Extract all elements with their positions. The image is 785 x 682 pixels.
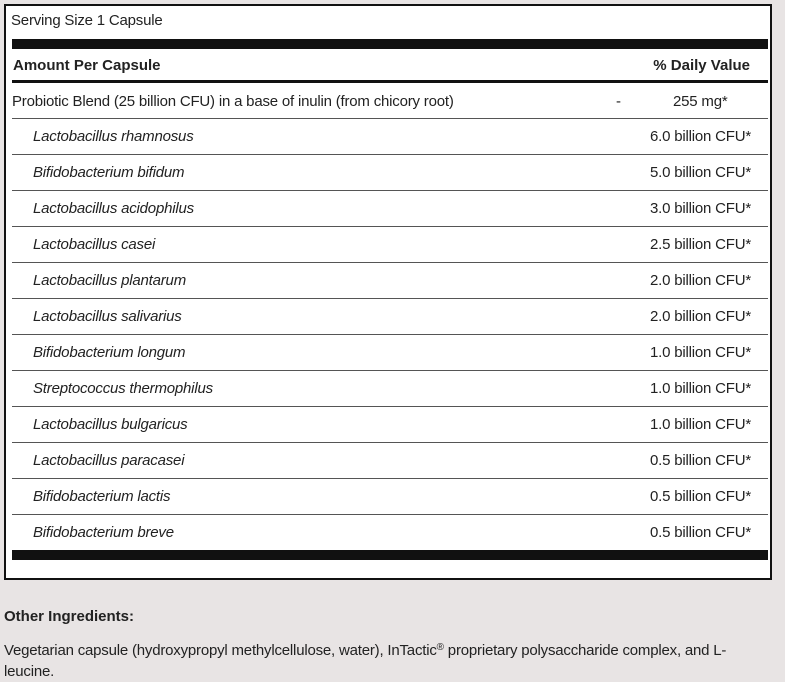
table-row: [12, 263, 768, 298]
strain-name: Lactobacillus plantarum: [33, 272, 186, 289]
table-row: [12, 479, 768, 514]
strain-name: Lactobacillus salivarius: [33, 308, 182, 325]
table-row: [12, 191, 768, 226]
blend-dash: -: [616, 93, 621, 110]
strain-name: Lactobacillus casei: [33, 236, 156, 253]
strain-name: Lactobacillus bulgaricus: [33, 416, 188, 433]
strain-amount: 0.5 billion CFU*: [649, 452, 751, 469]
strain-name: Lactobacillus rhamnosus: [33, 128, 194, 145]
table-row: [12, 515, 768, 550]
supplement-facts-panel: [4, 4, 772, 580]
other-ingredients-title: Other Ingredients:: [4, 608, 135, 625]
table-row: [12, 155, 768, 190]
other-ingredients-text: [4, 640, 774, 682]
table-header: [12, 49, 768, 77]
other-ingredients-text-after: proprietary polysaccharide complex, and L-leucine.: [4, 642, 727, 680]
bottom-thick-divider: [12, 550, 768, 560]
other-ingredients-text-before: Vegetarian capsule (hydroxypropyl methylcellulose, water), InTactic: [4, 642, 437, 659]
table-row: [12, 299, 768, 334]
strain-name: Bifidobacterium bifidum: [33, 164, 185, 181]
strain-amount: 2.0 billion CFU*: [649, 308, 751, 325]
strain-amount: 3.0 billion CFU*: [649, 200, 751, 217]
strain-name: Bifidobacterium longum: [33, 344, 186, 361]
strain-amount: 1.0 billion CFU*: [649, 344, 751, 361]
amount-per-capsule-header: Amount Per Capsule: [13, 57, 161, 74]
table-row: [12, 227, 768, 262]
strain-name: Bifidobacterium breve: [33, 524, 174, 541]
strain-amount: 1.0 billion CFU*: [649, 416, 751, 433]
strain-amount: 1.0 billion CFU*: [649, 380, 751, 397]
strain-amount: 6.0 billion CFU*: [649, 128, 751, 145]
strain-amount: 0.5 billion CFU*: [649, 488, 751, 505]
strain-name: Lactobacillus acidophilus: [33, 200, 194, 217]
table-row: [12, 407, 768, 442]
top-thick-divider: [12, 39, 768, 49]
strain-name: Bifidobacterium lactis: [33, 488, 171, 505]
serving-size: Serving Size 1 Capsule: [11, 12, 163, 29]
strain-name: Lactobacillus paracasei: [33, 452, 185, 469]
blend-name: Probiotic Blend (25 billion CFU) in a base of inulin (from chicory root): [12, 93, 454, 110]
strain-name: Streptococcus thermophilus: [33, 380, 213, 397]
probiotic-blend-row: [12, 83, 768, 118]
daily-value-header: % Daily Value: [653, 57, 750, 74]
table-row: [12, 119, 768, 154]
table-row: [12, 371, 768, 406]
registered-mark: ®: [436, 642, 444, 653]
strain-amount: 2.5 billion CFU*: [649, 236, 751, 253]
strain-amount: 5.0 billion CFU*: [649, 164, 751, 181]
table-row: [12, 335, 768, 370]
blend-amount: 255 mg*: [673, 93, 728, 110]
table-row: [12, 443, 768, 478]
strain-amount: 2.0 billion CFU*: [649, 272, 751, 289]
strain-amount: 0.5 billion CFU*: [649, 524, 751, 541]
